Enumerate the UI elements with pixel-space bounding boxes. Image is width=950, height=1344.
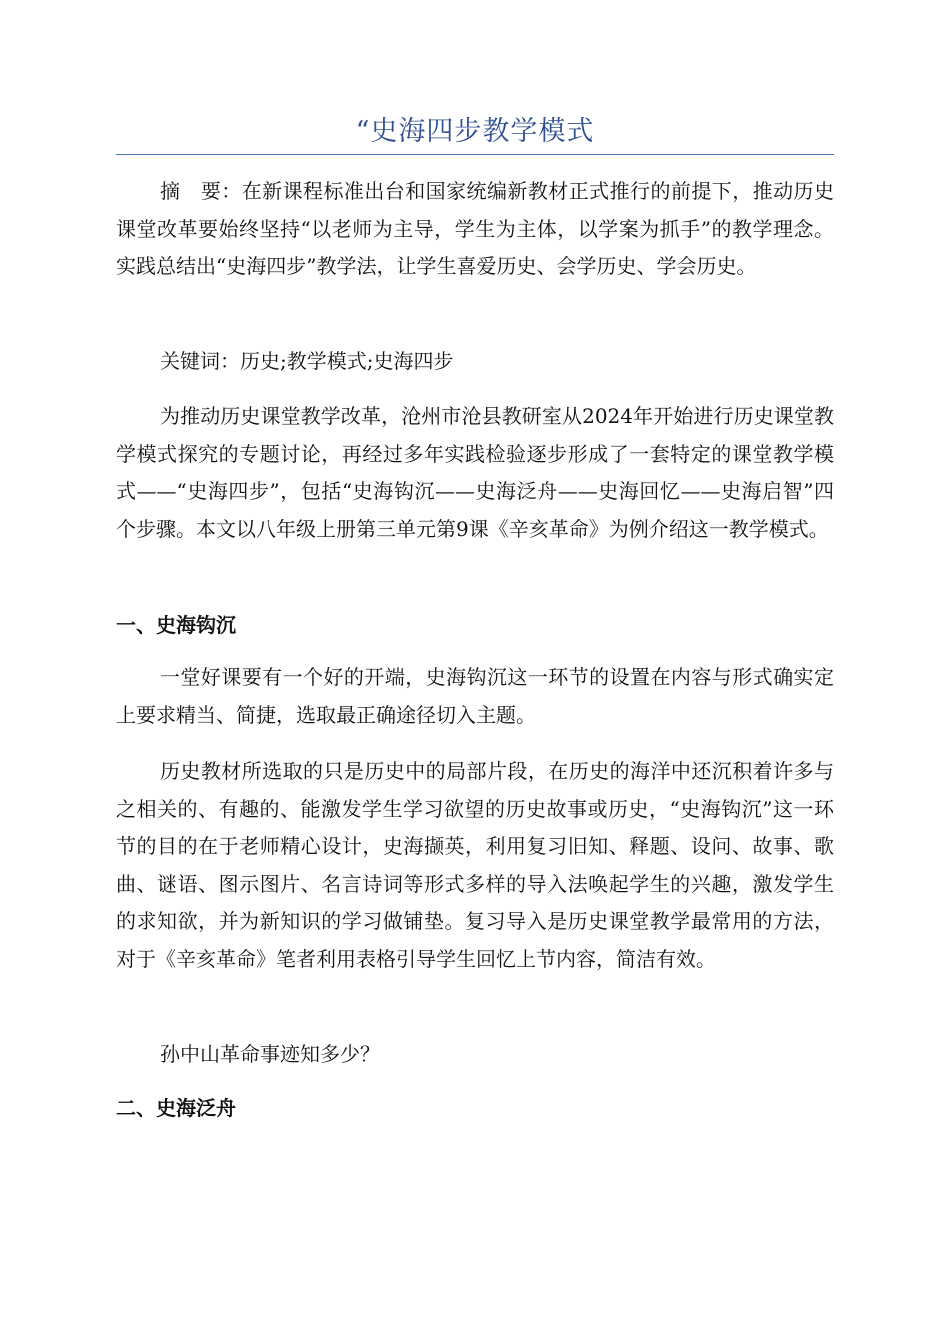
keywords-text: 历史;教学模式;史海四步 (240, 349, 454, 373)
section1-paragraph-3: 孙中山革命事迹知多少？ (160, 1042, 380, 1066)
document-title: “史海四步教学模式 (355, 116, 595, 147)
abstract-paragraph (116, 173, 834, 286)
section1-paragraph-1: 一堂好课要有一个好的开端，史海钩沉这一环节的设置在内容与形式确实定上要求精当、简捷，选取最正确途径切入主题。 (116, 665, 834, 727)
section-heading-1: 一、史海钩沉 (116, 613, 236, 637)
intro-paragraph: 为推动历史课堂教学改革，沧州市沧县教研室从2024年开始进行历史课堂教学模式探究的专题讨论，再经过多年实践检验逐步形成了一套特定的课堂教学模式——“史海四步”，包括“史海钩沉——史海泛舟——史海回忆——史海启智”四个步骤。本文以八年级上册第三单元第9课《辛亥革命》为例介绍这一教学模式。 (116, 404, 834, 541)
keywords-paragraph (116, 343, 834, 381)
abstract-text: 在新课程标准出台和国家统编新教材正式推行的前提下，推动历史课堂改革要始终坚持“以老师为主导，学生为主体，以学案为抓手”的教学理念。实践总结出“史海四步”教学法，让学生喜爱历史、会学历史、学会历史。 (116, 179, 834, 278)
section-heading-2: 二、史海泛舟 (116, 1096, 236, 1120)
keywords-label: 关键词： (160, 349, 240, 373)
section1-paragraph-2: 历史教材所选取的只是历史中的局部片段，在历史的海洋中还沉积着许多与之相关的、有趣的、能激发学生学习欲望的历史故事或历史，“史海钩沉”这一环节的目的在于老师精心设计，史海撷英，利用复习旧知、释题、设问、故事、歌曲、谜语、图示图片、名言诗词等形式多样的导入法唤起学生的兴趣，激发学生的求知欲，并为新知识的学习做铺垫。复习导入是历史课堂教学最常用的方法，对于《辛亥革命》笔者利用表格引导学生回忆上节内容，简洁有效。 (116, 759, 834, 971)
abstract-label: 摘 要： (160, 179, 242, 203)
title-underline (116, 154, 834, 155)
